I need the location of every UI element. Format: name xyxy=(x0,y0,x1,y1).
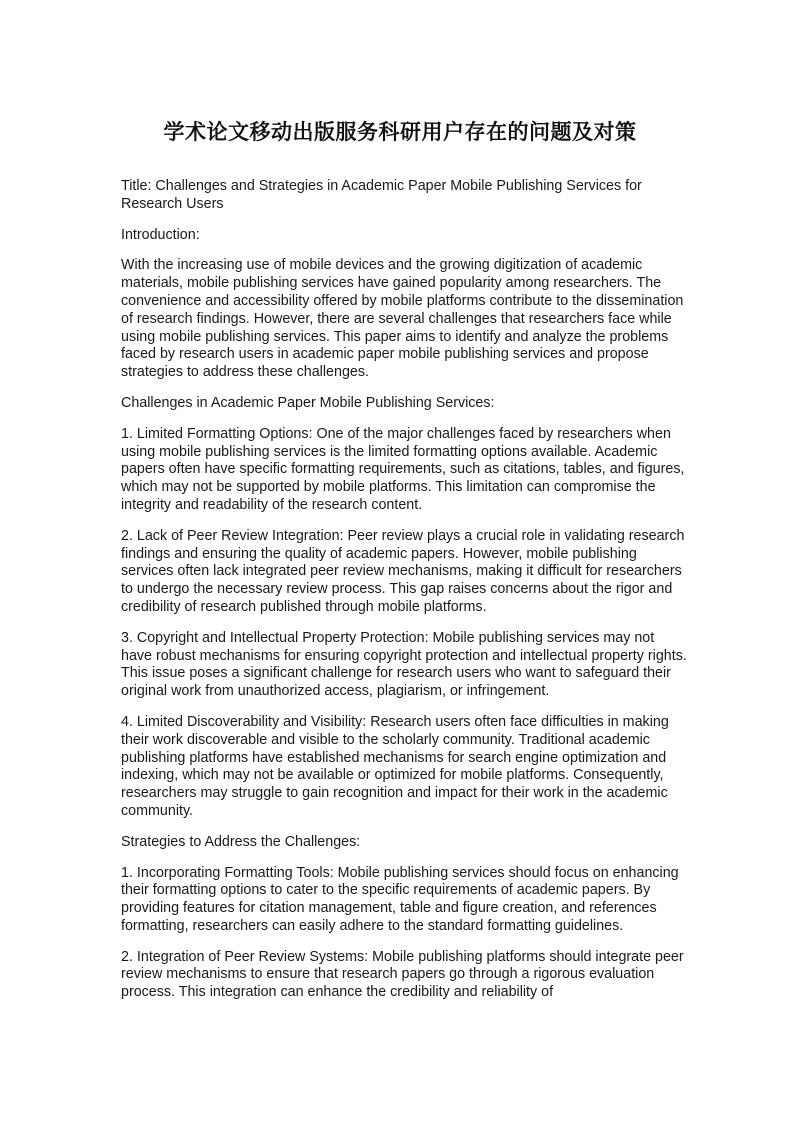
introduction-paragraph: With the increasing use of mobile devices and the growing digitization of academic materials, mobile publishing services have gained popularity among researchers. The convenience and accessibility offered by mobile platforms contribute to the dissemination of research findings. However, there are several challenges that researchers face while using mobile publishing services. This paper aims to identify and analyze the problems faced by research users in academic paper mobile publishing services and propose strategies to address these challenges. xyxy=(121,257,684,381)
document-heading: 学术论文移动出版服务科研用户存在的问题及对策 xyxy=(163,120,637,144)
section-label-challenges: Challenges in Academic Paper Mobile Publishing Services: xyxy=(121,394,495,411)
section-label-strategies: Strategies to Address the Challenges: xyxy=(121,833,361,850)
challenge-item-4: 4. Limited Discoverability and Visibility: Research users often face difficulties in making their work discoverable and visible to the scholarly community. Traditional academic publishing platforms have established mechanisms for search engine optimization and indexing, which may not be available or optimized for mobile platforms. Consequently, researchers may struggle to gain recognition and impact for their work in the academic community. xyxy=(121,713,669,819)
section-label-introduction: Introduction: xyxy=(121,226,200,243)
document-body xyxy=(121,178,687,1015)
title-line: Title: Challenges and Strategies in Academic Paper Mobile Publishing Services for Research Users xyxy=(121,178,642,212)
challenge-item-2: 2. Lack of Peer Review Integration: Peer review plays a crucial role in validating research findings and ensuring the quality of academic papers. However, mobile publishing services often lack integrated peer review mechanisms, making it difficult for researchers to undergo the necessary review process. This gap raises concerns about the rigor and credibility of research published through mobile platforms. xyxy=(121,527,685,615)
strategy-item-1: 1. Incorporating Formatting Tools: Mobile publishing services should focus on enhancing their formatting options to cater to the specific requirements of academic papers. By providing features for citation management, table and figure creation, and references formatting, researchers can easily adhere to the standard formatting guidelines. xyxy=(121,864,679,934)
strategy-item-2: 2. Integration of Peer Review Systems: Mobile publishing platforms should integrate peer review mechanisms to ensure that research papers go through a rigorous evaluation process. This integration can enhance the credibility and reliability of xyxy=(121,948,684,1001)
challenge-item-1: 1. Limited Formatting Options: One of the major challenges faced by researchers when using mobile publishing services is the limited formatting options available. Academic papers often have specific formatting requirements, such as citations, tables, and figures, which may not be supported by mobile platforms. This limitation can compromise the integrity and readability of the research content. xyxy=(121,425,685,513)
challenge-item-3: 3. Copyright and Intellectual Property Protection: Mobile publishing services may not have robust mechanisms for ensuring copyright protection and intellectual property rights. This issue poses a significant challenge for research users who want to safeguard their original work from unauthorized access, plagiarism, or infringement. xyxy=(121,629,687,700)
